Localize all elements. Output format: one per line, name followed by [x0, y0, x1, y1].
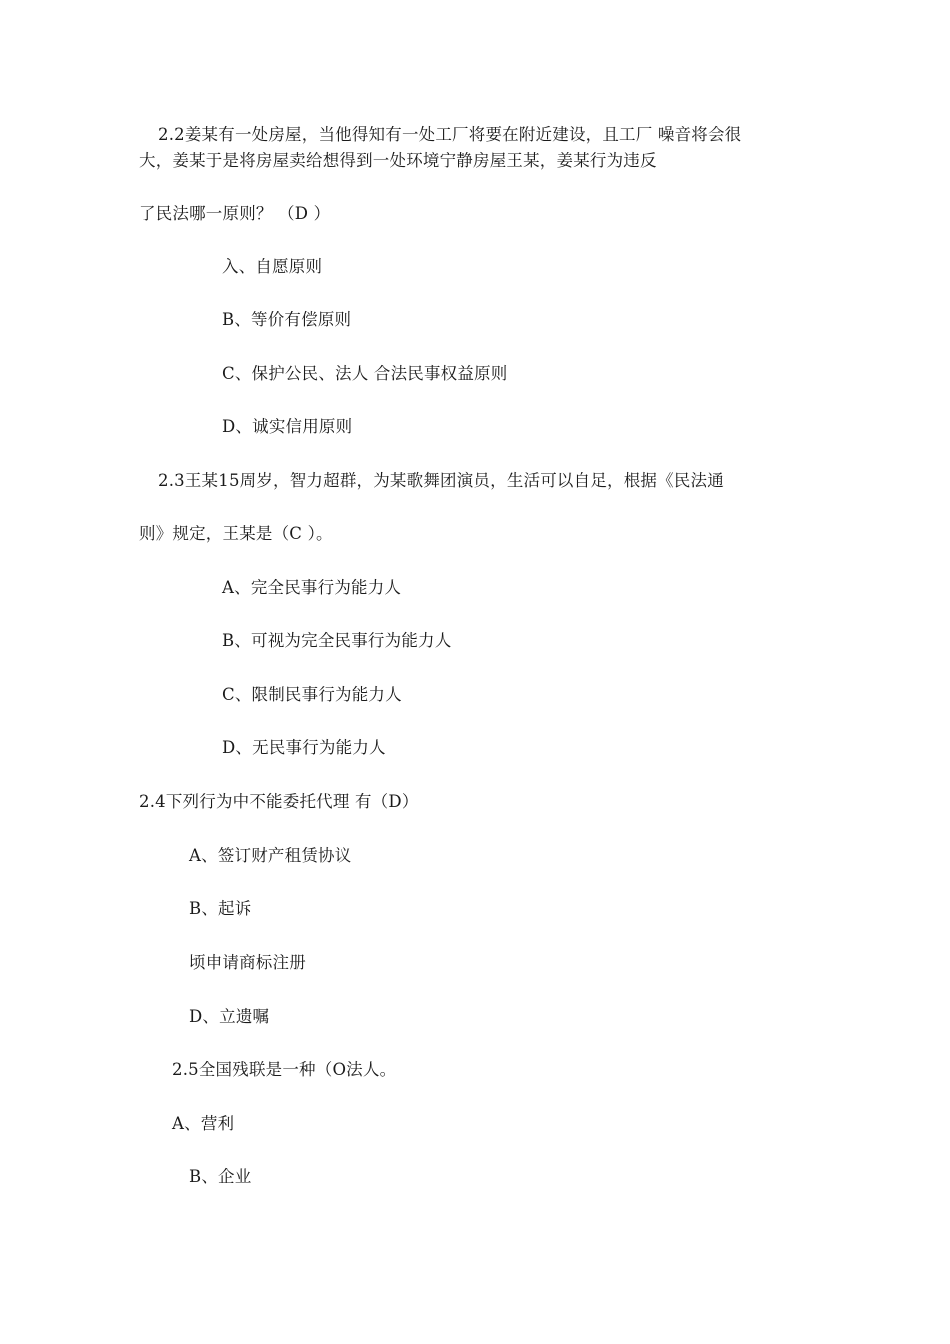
- q23-option-c: C、限制民事行为能力人: [222, 685, 402, 704]
- q25-option-a: A、营利: [172, 1114, 235, 1133]
- q22-option-b: B、等价有偿原则: [222, 310, 352, 329]
- q22-option-d: D、诚实信用原则: [222, 417, 353, 436]
- q24-option-d: D、立遗嘱: [189, 1007, 270, 1026]
- q24-option-c: 顷申请商标注册: [189, 953, 306, 972]
- q25-stem-line-1: 2.5全国残联是一种（O法人。: [172, 1060, 397, 1079]
- q23-stem-line-1: 2.3王某15周岁，智力超群，为某歌舞团演员，生活可以自足，根据《民法通: [158, 471, 724, 490]
- q23-stem-line-2: 则》规定，王某是（C ）。: [139, 524, 333, 543]
- q22-stem-line-2: 大，姜某于是将房屋卖给想得到一处环境宁静房屋王某，姜某行为违反: [139, 151, 657, 170]
- q24-option-b: B、起诉: [189, 899, 252, 918]
- q23-option-d: D、无民事行为能力人: [222, 738, 386, 757]
- q23-option-b: B、可视为完全民事行为能力人: [222, 631, 452, 650]
- q22-option-c: C、保护公民、法人 合法民事权益原则: [222, 364, 508, 383]
- q22-stem-line-3: 了民法哪一原则？ （D ）: [139, 204, 331, 223]
- q22-stem-line-1: 2.2姜某有一处房屋，当他得知有一处工厂将要在附近建设，且工厂 噪音将会很: [158, 125, 742, 144]
- q22-option-a: 入、自愿原则: [222, 257, 323, 276]
- q24-option-a: A、签订财产租赁协议: [189, 846, 352, 865]
- q25-option-b: B、企业: [189, 1167, 252, 1186]
- q24-stem-line-1: 2.4下列行为中不能委托代理 有（D）: [139, 792, 419, 811]
- q23-option-a: A、完全民事行为能力人: [222, 578, 402, 597]
